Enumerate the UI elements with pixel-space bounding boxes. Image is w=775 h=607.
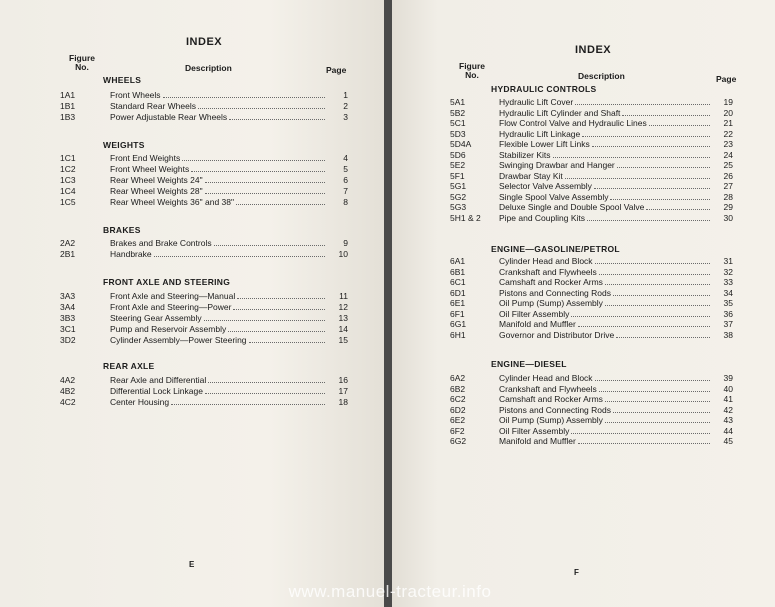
index-entry — [60, 197, 350, 208]
page-number: 9 — [343, 238, 348, 248]
page-number: 28 — [723, 191, 733, 202]
index-entry — [450, 277, 735, 288]
index-entry — [450, 373, 735, 384]
dot-leader — [171, 404, 325, 405]
entry-description: Differential Lock Linkage — [110, 386, 203, 396]
figure-number: 3C1 — [60, 324, 76, 334]
dot-leader — [191, 171, 325, 172]
figure-number: 5B2 — [450, 107, 466, 118]
entry-description: Handbrake — [110, 249, 152, 259]
section-heading: FRONT AXLE AND STEERING — [103, 277, 231, 287]
figure-number: 5F1 — [450, 170, 465, 181]
figure-number: 1B1 — [60, 101, 76, 111]
page-number: 22 — [723, 128, 733, 139]
page-number: 12 — [338, 302, 348, 312]
page-number: 4 — [343, 153, 348, 163]
entry-description: Rear Wheel Weights 28" — [110, 186, 203, 196]
entry-description: Crankshaft and Flywheels — [499, 266, 597, 277]
entry-description: Oil Pump (Sump) Assembly — [499, 298, 603, 308]
index-entry — [60, 186, 350, 197]
right-figure-header: Figure No. — [459, 61, 485, 80]
figure-number: 6A1 — [450, 256, 466, 266]
dot-leader — [594, 188, 710, 189]
page-number: 39 — [723, 373, 733, 383]
entry-description: Hydraulic Lift Linkage — [499, 128, 581, 139]
index-entry — [450, 192, 735, 203]
dot-leader — [599, 391, 710, 392]
figure-number: 1C5 — [60, 197, 76, 207]
figure-number: 1A1 — [60, 90, 76, 100]
index-entry — [450, 256, 735, 267]
section-heading: WHEELS — [103, 75, 142, 85]
dot-leader — [205, 193, 325, 194]
figure-number: 5D6 — [450, 149, 466, 160]
watermark-text: www.manuel-tracteur.info — [288, 582, 492, 601]
entry-description: Camshaft and Rocker Arms — [499, 277, 603, 287]
figure-number: 5G3 — [450, 202, 467, 212]
index-entry — [60, 164, 350, 175]
figure-number: 6E1 — [450, 298, 466, 308]
page-number: 15 — [338, 335, 348, 345]
figure-number: 1C1 — [60, 153, 76, 163]
index-entry — [450, 202, 735, 213]
dot-leader — [575, 104, 710, 105]
entry-description: Oil Pump (Sump) Assembly — [499, 415, 603, 425]
left-figure-header: Figure No. — [69, 53, 95, 72]
dot-leader — [249, 342, 325, 343]
index-entry — [60, 313, 350, 324]
entry-description: Pipe and Coupling Kits — [499, 212, 586, 223]
dot-leader — [646, 209, 710, 210]
figure-number: 1C3 — [60, 175, 76, 185]
figure-number: 6F1 — [450, 308, 465, 319]
figure-number: 6E2 — [450, 415, 466, 425]
index-entry — [450, 160, 735, 171]
index-entry — [450, 139, 735, 150]
figure-number: 6B2 — [450, 383, 466, 394]
index-entry — [60, 335, 350, 346]
dot-leader — [595, 380, 710, 381]
page-number: 41 — [723, 394, 733, 404]
dot-leader — [228, 331, 325, 332]
entry-description: Front End Weights — [110, 153, 181, 163]
page-number: 32 — [723, 266, 733, 277]
figure-number: 3A4 — [60, 302, 76, 312]
index-entry — [450, 405, 735, 416]
page-number: 34 — [723, 287, 733, 298]
page-number: 20 — [723, 107, 733, 118]
page-number: 36 — [723, 308, 733, 319]
entry-description: Drawbar Stay Kit — [499, 170, 563, 181]
dot-leader — [587, 220, 710, 221]
dot-leader — [610, 199, 710, 200]
index-entry — [60, 386, 350, 397]
entry-description: Front Wheels — [110, 90, 161, 100]
figure-number: 6G1 — [450, 319, 467, 329]
entry-description: Hydraulic Lift Cover — [499, 97, 574, 107]
entry-description: Front Wheel Weights — [110, 164, 190, 174]
index-entry — [450, 288, 735, 299]
index-entry — [450, 213, 735, 224]
figure-number: 1C4 — [60, 186, 76, 196]
index-entry — [450, 108, 735, 119]
index-entry — [60, 238, 350, 249]
index-entry — [60, 397, 350, 408]
dot-leader — [617, 167, 710, 168]
index-entry — [60, 249, 350, 260]
dot-leader — [182, 160, 325, 161]
dot-leader — [571, 316, 710, 317]
page-number: 10 — [338, 249, 348, 259]
index-entry — [450, 415, 735, 426]
dot-leader — [605, 305, 710, 306]
dot-leader — [605, 284, 710, 285]
index-entry — [450, 384, 735, 395]
entry-description: Manifold and Muffler — [499, 319, 576, 329]
page-number: 6 — [343, 175, 348, 185]
index-entry — [60, 153, 350, 164]
index-entry — [60, 101, 350, 112]
section-heading: HYDRAULIC CONTROLS — [491, 84, 597, 94]
dot-leader — [565, 178, 710, 179]
dot-leader — [208, 382, 325, 383]
entry-description: Cylinder Assembly—Power Steering — [110, 335, 247, 345]
dot-leader — [198, 108, 325, 109]
entry-description: Governor and Distributor Drive — [499, 329, 615, 340]
dot-leader — [605, 422, 710, 423]
page-number: 23 — [723, 139, 733, 149]
figure-number: 2B1 — [60, 249, 76, 259]
dot-leader — [595, 263, 710, 264]
dot-leader — [578, 443, 710, 444]
page-number: 35 — [723, 298, 733, 308]
section-heading: WEIGHTS — [103, 140, 145, 150]
entry-description: Flow Control Valve and Hydraulic Lines — [499, 118, 647, 128]
page-number: 40 — [723, 383, 733, 394]
dot-leader — [214, 245, 325, 246]
dot-leader — [582, 136, 710, 137]
left-page-header: Page — [326, 65, 347, 75]
figure-number: 5D4A — [450, 139, 472, 149]
page-number: 30 — [723, 212, 733, 223]
dot-leader — [553, 157, 711, 158]
page-number: 3 — [343, 112, 348, 122]
section-heading: REAR AXLE — [103, 361, 155, 371]
figure-number: 6D1 — [450, 287, 466, 298]
dot-leader — [578, 326, 710, 327]
entry-description: Single Spool Valve Assembly — [499, 191, 609, 202]
figure-number: 5A1 — [450, 97, 466, 107]
dot-leader — [649, 125, 710, 126]
page-number: 24 — [723, 149, 733, 160]
page-number: 18 — [338, 397, 348, 407]
page-number: 38 — [723, 329, 733, 340]
index-entry — [60, 175, 350, 186]
figure-number: 6D2 — [450, 404, 466, 415]
figure-number: 1B3 — [60, 112, 76, 122]
figure-number: 3D2 — [60, 335, 76, 345]
entry-description: Power Adjustable Rear Wheels — [110, 112, 228, 122]
section-heading: BRAKES — [103, 225, 141, 235]
figure-number: 3B3 — [60, 313, 76, 323]
dot-leader — [605, 401, 710, 402]
entry-description: Standard Rear Wheels — [110, 101, 196, 111]
entry-description: Rear Wheel Weights 36" and 38" — [110, 197, 235, 207]
right-page — [392, 0, 775, 607]
figure-number: 5G2 — [450, 191, 467, 202]
figure-number: 6A2 — [450, 373, 466, 383]
page-number: 19 — [723, 97, 733, 107]
page-number: 5 — [343, 164, 348, 174]
entry-description: Cylinder Head and Block — [499, 256, 593, 266]
page-number: 11 — [339, 291, 348, 301]
page-number: 42 — [723, 404, 733, 415]
figure-number: 2A2 — [60, 238, 76, 248]
section-heading: ENGINE—GASOLINE/PETROL — [491, 244, 620, 254]
page-number: 45 — [723, 436, 733, 446]
figure-number: 6G2 — [450, 436, 467, 446]
figure-number: 5E2 — [450, 160, 466, 170]
dot-leader — [592, 146, 710, 147]
figure-number: 6B1 — [450, 266, 466, 277]
dot-leader — [613, 295, 710, 296]
entry-description: Hydraulic Lift Cylinder and Shaft — [499, 107, 621, 118]
figure-number: 4C2 — [60, 397, 76, 407]
figure-number: 4A2 — [60, 375, 76, 385]
figure-number: 6C1 — [450, 277, 466, 287]
figure-number: 6H1 — [450, 329, 466, 340]
index-entry — [450, 129, 735, 140]
entry-description: Pistons and Connecting Rods — [499, 404, 611, 415]
page-number: 21 — [723, 118, 733, 128]
index-entry — [450, 330, 735, 341]
page-number: 27 — [723, 181, 733, 191]
page-number: 29 — [723, 202, 733, 212]
right-page-letter: F — [574, 568, 579, 577]
index-entry — [450, 298, 735, 309]
index-entry — [450, 181, 735, 192]
book-gutter — [384, 0, 392, 607]
dot-leader — [229, 119, 325, 120]
right-page-header: Page — [716, 74, 737, 84]
dot-leader — [571, 433, 710, 434]
index-entry — [450, 97, 735, 108]
index-entry — [450, 426, 735, 437]
index-entry — [450, 319, 735, 330]
index-entry — [60, 112, 350, 123]
page-number: 26 — [723, 170, 733, 181]
entry-description: Camshaft and Rocker Arms — [499, 394, 603, 404]
index-entry — [60, 291, 350, 302]
page-number: 13 — [338, 313, 348, 323]
entry-description: Crankshaft and Flywheels — [499, 383, 597, 394]
dot-leader — [237, 298, 325, 299]
entry-description: Oil Filter Assembly — [499, 425, 570, 436]
entry-description: Front Axle and Steering—Power — [110, 302, 232, 312]
page-number: 14 — [338, 324, 348, 334]
dot-leader — [154, 256, 325, 257]
dot-leader — [204, 320, 325, 321]
dot-leader — [205, 182, 325, 183]
right-description-header: Description — [578, 71, 625, 81]
page-number: 43 — [723, 415, 733, 425]
section-heading: ENGINE—DIESEL — [491, 359, 567, 369]
dot-leader — [233, 309, 325, 310]
entry-description: Brakes and Brake Controls — [110, 238, 212, 248]
index-entry — [450, 267, 735, 278]
entry-description: Rear Wheel Weights 24" — [110, 175, 203, 185]
entry-description: Steering Gear Assembly — [110, 313, 202, 323]
dot-leader — [236, 204, 325, 205]
figure-number: 5H1 & 2 — [450, 212, 481, 223]
entry-description: Pistons and Connecting Rods — [499, 287, 611, 298]
figure-number: 5G1 — [450, 181, 467, 191]
entry-description: Deluxe Single and Double Spool Valve — [499, 202, 645, 212]
right-index-title: INDEX — [575, 44, 612, 56]
index-entry — [450, 171, 735, 182]
dot-leader — [622, 115, 710, 116]
page-number: 16 — [338, 375, 348, 385]
figure-number: 6F2 — [450, 425, 465, 436]
index-entry — [60, 375, 350, 386]
figure-number: 1C2 — [60, 164, 76, 174]
left-description-header: Description — [185, 63, 232, 73]
dot-leader — [205, 393, 325, 394]
page-number: 17 — [338, 386, 348, 396]
left-index-title: INDEX — [186, 36, 223, 48]
figure-number: 6C2 — [450, 394, 466, 404]
index-entry — [450, 436, 735, 447]
dot-leader — [616, 337, 710, 338]
figure-number: 5D3 — [450, 128, 466, 139]
entry-description: Rear Axle and Differential — [110, 375, 207, 385]
entry-description: Flexible Lower Lift Links — [499, 139, 590, 149]
entry-description: Oil Filter Assembly — [499, 308, 570, 319]
entry-description: Cylinder Head and Block — [499, 373, 593, 383]
entry-description: Pump and Reservoir Assembly — [110, 324, 227, 334]
entry-description: Stabilizer Kits — [499, 149, 551, 160]
entry-description: Front Axle and Steering—Manual — [110, 291, 236, 301]
page-number: 44 — [723, 425, 733, 436]
index-entry — [450, 394, 735, 405]
index-entry — [450, 150, 735, 161]
index-entry — [60, 90, 350, 101]
page-number: 25 — [723, 160, 733, 170]
dot-leader — [599, 274, 710, 275]
left-page-letter: E — [189, 560, 195, 569]
left-page — [0, 0, 384, 607]
figure-number: 4B2 — [60, 386, 76, 396]
page-number: 31 — [723, 256, 733, 266]
index-entry — [450, 118, 735, 129]
page-number: 7 — [343, 186, 348, 196]
index-entry — [60, 324, 350, 335]
index-entry — [60, 302, 350, 313]
page-number: 37 — [723, 319, 733, 329]
page-number: 8 — [343, 197, 348, 207]
dot-leader — [163, 97, 325, 98]
figure-number: 5C1 — [450, 118, 466, 128]
page-number: 1 — [343, 90, 348, 100]
page-number: 33 — [723, 277, 733, 287]
index-entry — [450, 309, 735, 320]
entry-description: Center Housing — [110, 397, 170, 407]
page-number: 2 — [343, 101, 348, 111]
dot-leader — [613, 412, 710, 413]
entry-description: Swinging Drawbar and Hanger — [499, 160, 615, 170]
figure-number: 3A3 — [60, 291, 76, 301]
entry-description: Selector Valve Assembly — [499, 181, 592, 191]
entry-description: Manifold and Muffler — [499, 436, 576, 446]
